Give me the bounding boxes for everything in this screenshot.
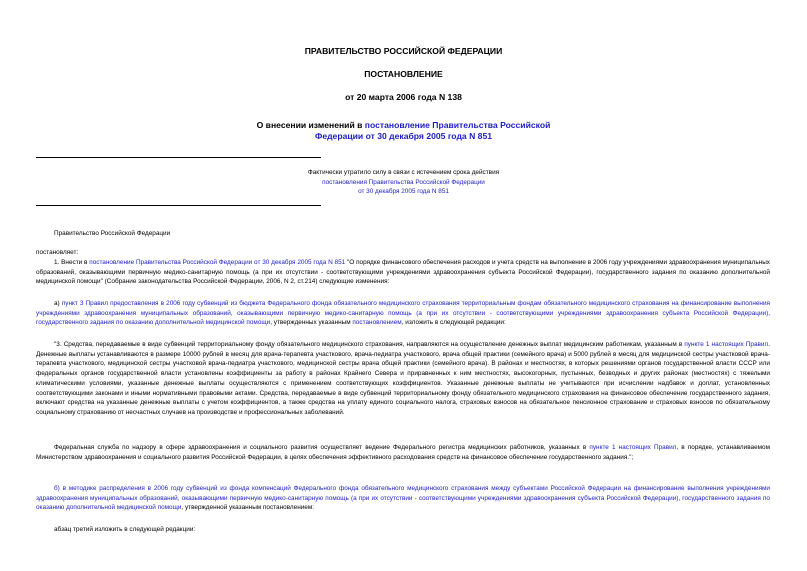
status-note-line: Фактически утратило силу в связи с истечением срока действия — [307, 169, 500, 176]
date-number-heading: от 20 марта 2006 года N 138 — [345, 92, 462, 102]
status-note-link[interactable]: постановления Правительства Российской Федерации — [322, 178, 485, 186]
decides-line: постановляет: — [36, 249, 79, 256]
status-note-link-date[interactable]: от 30 декабря 2005 года N 851 — [358, 188, 449, 196]
pa-link[interactable]: пункт 3 Правил предоставления в 2006 году субвенций из бюджета Федерального фонда обязательного медицинского страхования территориальным фондам обязательного медицинского страхования на финансирование выполнения учреждениями здравоохранения муниципальных образований, оказывающими первичную медико-санитарную помощь (а при их отсутствии - соответствующими учреждениями здравоохранения субъекта Российской Федерации), государственного задания по оказанию дополнительной медицинской помощи — [36, 300, 770, 327]
divider-bottom — [36, 205, 321, 206]
paragraph-a: а) пункт 3 Правил предоставления в 2006 году субвенций из бюджета Федерального фонда обязательного медицинского страхования территориальным фондам обязательного медицинского страхования на финансирование выполнения учреждениями здравоохранения муниципальных образований, оказывающими первичную медико-санитарную помощь (а при их отсутствии - соответствующими учреждениями здравоохранения субъекта Российской Федерации), государственного задания по оказанию дополнительной медицинской помощи, утвержденных указанным постановлением, изложить в следующей редакции: — [36, 300, 770, 327]
status-note — [0, 168, 807, 197]
document-type-heading: ПОСТАНОВЛЕНИЕ — [364, 69, 443, 79]
q1-link[interactable]: пункте 1 настоящих Правил — [684, 341, 769, 348]
authority-heading: ПРАВИТЕЛЬСТВО РОССИЙСКОЙ ФЕДЕРАЦИИ — [304, 46, 503, 56]
p1-link[interactable]: постановление Правительства Российской Федерации от 30 декабря 2005 года N 851 — [89, 259, 346, 266]
divider-top — [36, 157, 321, 158]
paragraph-1: 1. Внести в постановление Правительства Российской Федерации от 30 декабря 2005 года N 851 "О порядке финансового обеспечения расходов и учета средств на выполнение в 2006 году учреждениями здравоохранения муниципальных образований, оказывающими первичную медико-санитарную помощь (а при их отсутствии - соответствующими учреждениями здравоохранения субъекта Российской Федерации), государственного задания по оказанию дополнительной медицинской помощи" (Собрание законодательства Российской Федерации, 2006, N 2, ст.214) следующие изменения: — [36, 259, 770, 286]
quote-paragraph-1: "3. Средства, передаваемые в виде субвенций территориальному фонду обязательного медицинского страхования, направляются на осуществление денежных выплат медицинским работникам, указанным в пункте 1 настоящих Правил. Денежные выплаты устанавливаются в размере 10000 рублей в месяц для врача-терапевта участкового, врача-педиатра участкового, врача общей практики (семейного врача) и 5000 рублей в месяц для медицинской сестры участковой врача-терапевта участкового, медицинской сестры участковой врача-педиатра участкового, медицинской сестры врача общей практики (семейного врача). В районах и местностях, в которых решениями органов государственной власти СССР или федеральных органов государственной власти установлены коэффициенты за работу в районах Крайнего Севера и приравненных к ним местностях, высокогорных, пустынных, безводных и других районах (местностях) с тяжелыми климатическими условиями, указанные денежные выплаты осуществляются с применением соответствующих коэффициентов. Указанные денежные выплаты не учитываются при исчислении надбавок и доплат, установленных соответствующими законами и иными нормативными правовыми актами. Средства, передаваемые в виде субвенций территориальному фонду обязательного медицинского страхования на финансовое обеспечение государственного задания, включают средства на указанные денежные выплаты с учетом коэффициентов, а также средства на уплату единого социального налога, страховых взносов на обязательное пенсионное страхование и страховых взносов по обязательному социальному страхованию от несчастных случаев на производстве и профессиональных заболеваний. — [36, 341, 770, 416]
quote-paragraph-2: Федеральная служба по надзору в сфере здравоохранения и социального развития осуществляет ведение Федерального регистра медицинских работников, указанных в пункте 1 настоящих Правил, в порядке, устанавливаемом Министерством здравоохранения и социального развития Российской Федерации, в целях обеспечения эффективного расходования средств на финансовое обеспечение государственного задания."; — [36, 444, 770, 461]
pa-link-decree[interactable]: постановлением — [352, 319, 402, 327]
issuer-line: Правительство Российской Федерации — [54, 230, 171, 237]
document-title — [0, 120, 807, 142]
last-line: абзац третий изложить в следующей редакции: — [54, 526, 196, 533]
title-link[interactable]: постановление Правительства Российской Федерации от 30 декабря 2005 года N 851 — [314, 120, 551, 141]
paragraph-b: б) в методике распределения в 2006 году субвенций из фонда компенсаций Федерального фонда обязательного медицинского страхования между субъектами Российской Федерации на финансирование выполнения учреждениями здравоохранения муниципальных образований, оказывающими первичную медико-санитарную помощь (а при их отсутствии - соответствующими учреждениями здравоохранения субъекта Российской Федерации), государственного задания по оказанию дополнительной медицинской помощи, утвержденной указанным постановлением: — [36, 485, 770, 512]
pb-link[interactable]: б) в методике распределения в 2006 году субвенций из фонда компенсаций Федерального фонда обязательного медицинского страхования между субъектами Российской Федерации на финансирование выполнения учреждениями здравоохранения муниципальных образований, оказывающими первичную медико-санитарную помощь (а при их отсутствии - соответствующими учреждениями здравоохранения субъекта Российской Федерации), государственного задания по оказанию дополнительной медицинской помощи — [36, 485, 770, 512]
q2-link[interactable]: пункте 1 настоящих Правил — [589, 444, 677, 451]
title-prefix: О внесении изменений в — [256, 120, 365, 130]
